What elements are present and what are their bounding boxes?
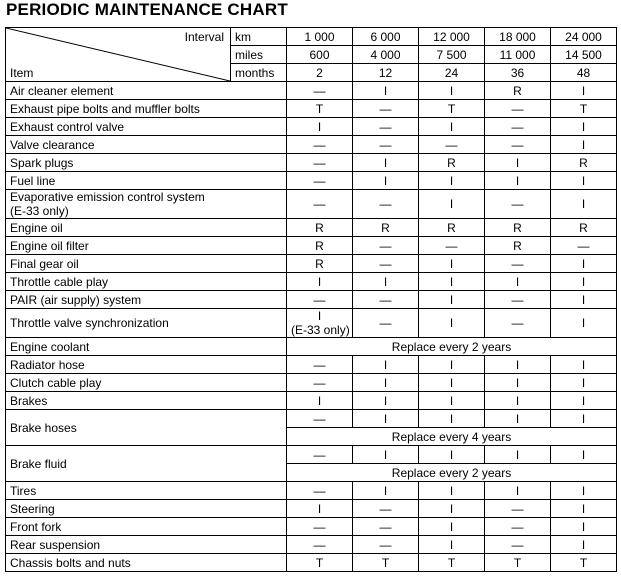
- schedule-cell: I: [287, 392, 353, 410]
- table-row: [6, 82, 617, 100]
- schedule-cell: —: [353, 237, 419, 255]
- schedule-cell: —: [485, 100, 551, 118]
- item-name: Valve clearance: [6, 136, 287, 154]
- item-name-line1: Evaporative emission control system: [10, 190, 205, 204]
- schedule-cell: I: [551, 518, 617, 536]
- item-name: Throttle valve synchronization: [6, 309, 287, 338]
- months-value: 2: [287, 64, 353, 82]
- months-value: 12: [353, 64, 419, 82]
- schedule-cell: —: [485, 190, 551, 219]
- miles-value: 4 000: [353, 46, 419, 64]
- km-value: 6 000: [353, 28, 419, 46]
- interval-label: Interval: [184, 30, 224, 44]
- header-corner-cell: [6, 28, 231, 82]
- schedule-cell: T: [551, 100, 617, 118]
- schedule-cell: —: [485, 291, 551, 309]
- table-row: [6, 338, 617, 356]
- schedule-cell: —: [287, 291, 353, 309]
- schedule-cell: —: [353, 518, 419, 536]
- item-name: Final gear oil: [6, 255, 287, 273]
- schedule-cell: R: [353, 219, 419, 237]
- miles-value: 11 000: [485, 46, 551, 64]
- schedule-cell: I: [551, 136, 617, 154]
- schedule-note: (E-33 only): [291, 323, 350, 337]
- item-name: Tires: [6, 482, 287, 500]
- table-row: [6, 118, 617, 136]
- schedule-cell: R: [485, 219, 551, 237]
- table-row: [6, 291, 617, 309]
- table-row: [6, 219, 617, 237]
- schedule-cell: —: [485, 118, 551, 136]
- schedule-cell: —: [419, 237, 485, 255]
- schedule-cell: —: [287, 154, 353, 172]
- table-row: [6, 482, 617, 500]
- schedule-cell: —: [287, 410, 353, 428]
- item-name: Front fork: [6, 518, 287, 536]
- schedule-cell: I: [551, 500, 617, 518]
- schedule-cell: I: [485, 356, 551, 374]
- table-row: [6, 190, 617, 219]
- schedule-cell: I: [419, 356, 485, 374]
- schedule-cell: I: [419, 518, 485, 536]
- schedule-cell: —: [485, 309, 551, 338]
- miles-value: 14 500: [551, 46, 617, 64]
- schedule-cell: I: [419, 482, 485, 500]
- schedule-cell: I: [353, 82, 419, 100]
- replace-note: Replace every 2 years: [287, 338, 617, 356]
- schedule-cell: I: [419, 392, 485, 410]
- schedule-cell: T: [551, 554, 617, 572]
- miles-value: 7 500: [419, 46, 485, 64]
- schedule-cell: I: [485, 273, 551, 291]
- schedule-cell: R: [287, 237, 353, 255]
- item-name: [6, 190, 287, 219]
- schedule-cell: —: [353, 136, 419, 154]
- unit-months: months: [231, 64, 287, 82]
- item-name: Engine coolant: [6, 338, 287, 356]
- schedule-cell: I: [353, 392, 419, 410]
- schedule-cell: I: [353, 154, 419, 172]
- schedule-cell: —: [287, 190, 353, 219]
- schedule-cell: R: [485, 82, 551, 100]
- schedule-cell: —: [353, 500, 419, 518]
- schedule-cell: I: [353, 356, 419, 374]
- months-value: 36: [485, 64, 551, 82]
- unit-miles: miles: [231, 46, 287, 64]
- schedule-cell: I: [551, 190, 617, 219]
- schedule-cell: I: [485, 374, 551, 392]
- table-row: [6, 410, 617, 428]
- schedule-cell: R: [419, 154, 485, 172]
- item-name: Brake hoses: [6, 410, 287, 446]
- table-row: [6, 536, 617, 554]
- schedule-cell: I: [419, 118, 485, 136]
- schedule-cell: R: [551, 219, 617, 237]
- table-row: [6, 309, 617, 338]
- schedule-cell: I: [551, 356, 617, 374]
- schedule-cell: —: [287, 446, 353, 464]
- item-name: Radiator hose: [6, 356, 287, 374]
- schedule-cell: —: [287, 356, 353, 374]
- schedule-cell: I: [551, 446, 617, 464]
- schedule-value: I: [317, 309, 322, 323]
- schedule-cell: T: [287, 554, 353, 572]
- schedule-cell: I: [419, 190, 485, 219]
- replace-note: Replace every 4 years: [287, 428, 617, 446]
- schedule-cell: —: [287, 136, 353, 154]
- schedule-cell: —: [287, 82, 353, 100]
- item-name: Engine oil filter: [6, 237, 287, 255]
- page-title: PERIODIC MAINTENANCE CHART: [6, 0, 288, 19]
- km-value: 1 000: [287, 28, 353, 46]
- schedule-cell: I: [419, 536, 485, 554]
- months-value: 24: [419, 64, 485, 82]
- km-value: 12 000: [419, 28, 485, 46]
- item-name: Brakes: [6, 392, 287, 410]
- item-name: Throttle cable play: [6, 273, 287, 291]
- schedule-cell: I: [419, 255, 485, 273]
- schedule-cell: —: [287, 172, 353, 190]
- schedule-cell: R: [419, 219, 485, 237]
- item-name: Engine oil: [6, 219, 287, 237]
- schedule-cell: —: [353, 291, 419, 309]
- schedule-cell: I: [485, 410, 551, 428]
- schedule-cell: —: [353, 190, 419, 219]
- table-row: [6, 554, 617, 572]
- schedule-cell: I: [353, 374, 419, 392]
- item-name: Exhaust control valve: [6, 118, 287, 136]
- schedule-cell: I: [551, 118, 617, 136]
- schedule-cell: T: [419, 100, 485, 118]
- schedule-cell: —: [419, 136, 485, 154]
- header-row-km: [6, 28, 617, 46]
- table-row: [6, 374, 617, 392]
- schedule-cell: —: [287, 536, 353, 554]
- item-name: Brake fluid: [6, 446, 287, 482]
- schedule-cell: I: [485, 154, 551, 172]
- schedule-cell: —: [287, 482, 353, 500]
- schedule-cell: I: [419, 500, 485, 518]
- schedule-cell: T: [353, 554, 419, 572]
- item-name-line2: (E-33 only): [10, 204, 69, 218]
- table-row: [6, 500, 617, 518]
- schedule-cell: I: [419, 446, 485, 464]
- replace-note: Replace every 2 years: [287, 464, 617, 482]
- schedule-cell: I: [353, 410, 419, 428]
- schedule-cell: —: [551, 237, 617, 255]
- schedule-cell: I: [419, 82, 485, 100]
- schedule-cell: I: [353, 446, 419, 464]
- schedule-cell: I: [419, 309, 485, 338]
- schedule-cell: T: [287, 100, 353, 118]
- schedule-cell: I: [353, 172, 419, 190]
- schedule-cell: I: [419, 374, 485, 392]
- table-row: [6, 172, 617, 190]
- schedule-cell: R: [287, 219, 353, 237]
- schedule-cell: —: [353, 100, 419, 118]
- km-value: 24 000: [551, 28, 617, 46]
- schedule-cell: I: [551, 374, 617, 392]
- item-name: Fuel line: [6, 172, 287, 190]
- schedule-cell: —: [485, 500, 551, 518]
- schedule-cell: —: [353, 536, 419, 554]
- table-row: [6, 392, 617, 410]
- schedule-cell: I: [485, 482, 551, 500]
- schedule-cell: I: [485, 172, 551, 190]
- schedule-cell: —: [353, 309, 419, 338]
- schedule-cell: [287, 309, 353, 338]
- schedule-cell: T: [485, 554, 551, 572]
- schedule-cell: R: [287, 255, 353, 273]
- schedule-cell: —: [485, 136, 551, 154]
- schedule-cell: —: [353, 118, 419, 136]
- schedule-cell: I: [419, 410, 485, 428]
- unit-km: km: [231, 28, 287, 46]
- table-row: [6, 154, 617, 172]
- item-name: Chassis bolts and nuts: [6, 554, 287, 572]
- miles-value: 600: [287, 46, 353, 64]
- schedule-cell: I: [419, 172, 485, 190]
- schedule-cell: I: [485, 392, 551, 410]
- item-name: Steering: [6, 500, 287, 518]
- schedule-cell: I: [551, 255, 617, 273]
- item-name: Rear suspension: [6, 536, 287, 554]
- schedule-cell: R: [485, 237, 551, 255]
- months-value: 48: [551, 64, 617, 82]
- schedule-cell: I: [353, 482, 419, 500]
- schedule-cell: I: [551, 273, 617, 291]
- schedule-cell: —: [287, 374, 353, 392]
- item-name: Spark plugs: [6, 154, 287, 172]
- maintenance-table: [5, 27, 617, 572]
- schedule-cell: —: [485, 518, 551, 536]
- km-value: 18 000: [485, 28, 551, 46]
- schedule-cell: I: [485, 446, 551, 464]
- schedule-cell: I: [551, 410, 617, 428]
- schedule-cell: I: [551, 82, 617, 100]
- schedule-cell: I: [551, 392, 617, 410]
- table-row: [6, 255, 617, 273]
- item-name: PAIR (air supply) system: [6, 291, 287, 309]
- schedule-cell: I: [353, 273, 419, 291]
- schedule-cell: I: [287, 500, 353, 518]
- schedule-cell: I: [287, 273, 353, 291]
- schedule-cell: —: [353, 255, 419, 273]
- table-row: [6, 356, 617, 374]
- item-name: Exhaust pipe bolts and muffler bolts: [6, 100, 287, 118]
- table-row: [6, 446, 617, 464]
- schedule-cell: I: [551, 172, 617, 190]
- table-row: [6, 237, 617, 255]
- schedule-cell: —: [485, 255, 551, 273]
- table-row: [6, 136, 617, 154]
- item-name: Clutch cable play: [6, 374, 287, 392]
- schedule-cell: R: [551, 154, 617, 172]
- schedule-cell: —: [287, 518, 353, 536]
- schedule-cell: I: [551, 291, 617, 309]
- table-row: [6, 273, 617, 291]
- schedule-cell: I: [287, 118, 353, 136]
- schedule-cell: T: [419, 554, 485, 572]
- schedule-cell: I: [419, 273, 485, 291]
- schedule-cell: I: [551, 482, 617, 500]
- schedule-cell: —: [485, 536, 551, 554]
- item-name: Air cleaner element: [6, 82, 287, 100]
- table-row: [6, 100, 617, 118]
- schedule-cell: I: [419, 291, 485, 309]
- item-label: Item: [10, 66, 34, 80]
- table-row: [6, 518, 617, 536]
- schedule-cell: I: [551, 536, 617, 554]
- schedule-cell: I: [551, 309, 617, 338]
